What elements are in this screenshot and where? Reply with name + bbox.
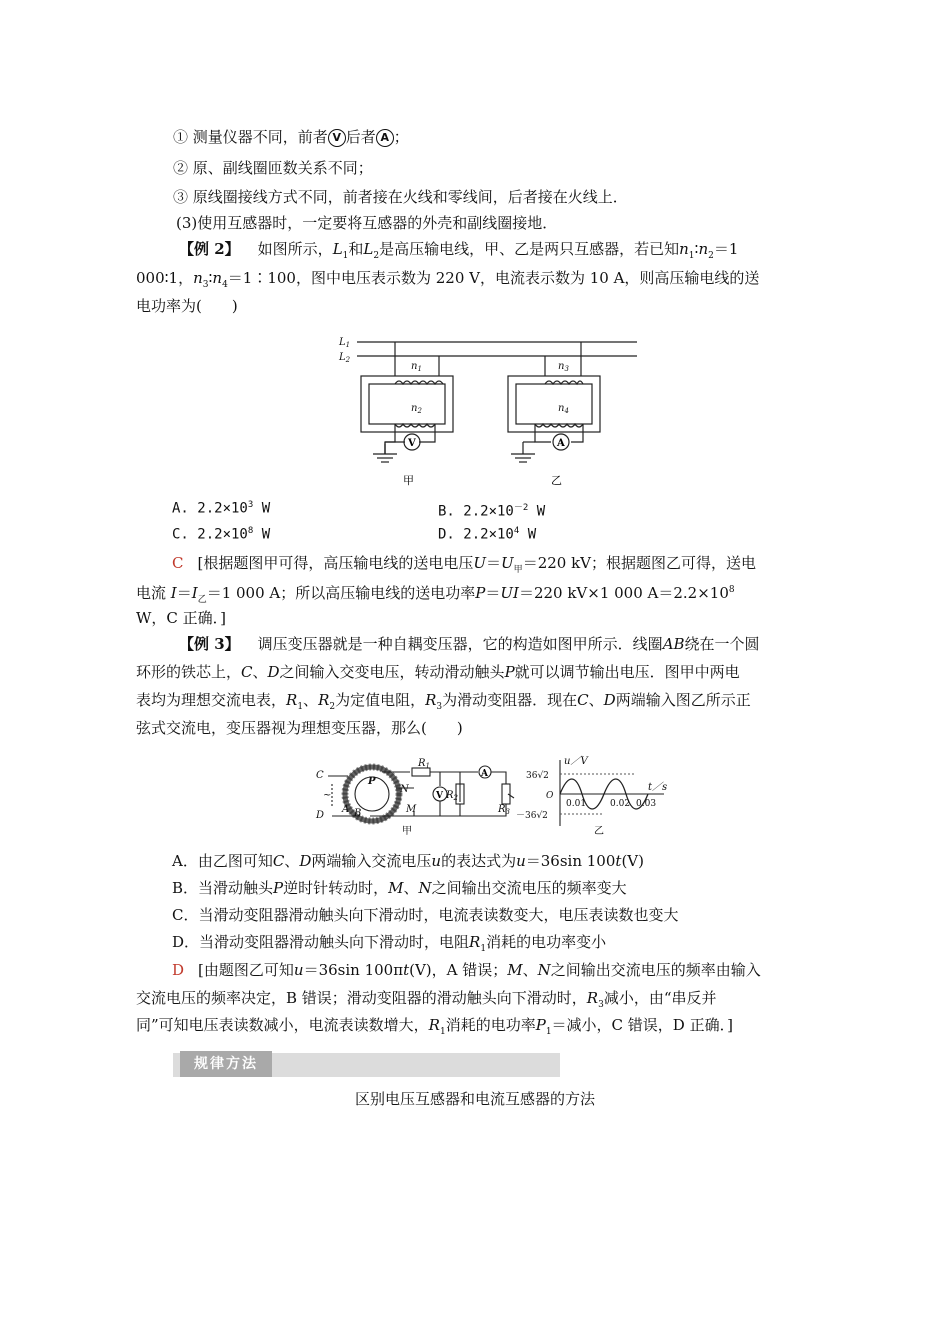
example-3-line-3: 表均为理想交流电表，$R_1$、$R_2$为定值电阻，$R_3$为滑动变阻器．现在C、D两端输入图乙所示正 <box>136 691 751 712</box>
axis-t-label: t／s <box>648 782 668 793</box>
ex2-solution-line-1: C [根据题图甲可得，高压输电线的送电电压$U=U_甲=220$ kV；根据题图乙可得，送电 <box>172 554 757 575</box>
label-n1: $n_1$ <box>411 361 422 373</box>
label-r3: $R_3$ <box>498 804 510 816</box>
example-2-line-2: 000∶1，$n_3∶n_4=1∶100$，图中电压表示数为 220 V，电流表示数为 10 A，则高压输电线的送 <box>136 269 760 290</box>
note-3: ③ 原线圈接线方式不同，前者接在火线和零线间，后者接在火线上． <box>173 188 628 206</box>
autotransformer-figure <box>310 754 670 838</box>
example-2-line-1: 【例 2】 如图所示，$L_1$和$L_2$是高压输电线，甲、乙是两只互感器，若已知$n_1∶n_2=1$ <box>179 240 739 261</box>
label-b: B <box>354 808 362 819</box>
ex3-solution-line-2: 交流电压的频率决定，B 错误；滑动变阻器的滑动触头向下滑动时，$R_3$减小，由“串反并 <box>136 989 717 1010</box>
ex3-option-b[interactable]: B．当滑动触头P逆时针转动时，M、N之间输出交流电压的频率变大 <box>172 879 627 897</box>
ex2-solution-line-3: W，C 正确．] <box>136 609 227 627</box>
ammeter-symbol: A <box>376 129 394 147</box>
label-r1: $R_1$ <box>418 758 430 770</box>
answer-letter: C <box>172 554 184 572</box>
example-3-line-1: 【例 3】 调压变压器就是一种自耦变压器，它的构造如图甲所示．线圈AB绕在一个圆 <box>179 635 760 653</box>
example-3-line-2: 环形的铁芯上，C、D之间输入交变电压，转动滑动触头P就可以调节输出电压．图甲中两电 <box>136 663 740 681</box>
note-1: ① 测量仪器不同，前者 V 后者 A ； <box>173 128 409 146</box>
example-2-line-3: 电功率为( ) <box>136 297 238 315</box>
fig-yi: 乙 <box>594 826 604 837</box>
option-c[interactable]: C. $2.2\times 10^8$ W <box>172 526 271 543</box>
option-a[interactable]: A. $2.2\times 10^3$ W <box>172 500 271 517</box>
fig-jia: 甲 <box>402 826 412 837</box>
axis-u-label: u／V <box>564 756 588 767</box>
label-n: N <box>400 784 409 795</box>
tick-003: 0.03 <box>636 799 657 809</box>
note-2: ② 原、副线圈匝数关系不同； <box>173 159 373 177</box>
label-p: P <box>368 776 376 787</box>
tick-002: 0.02 <box>610 799 631 809</box>
label-r2: $R_2$ <box>446 790 458 802</box>
label-a: A <box>342 804 350 815</box>
example-3-line-4: 弦式交流电，变压器视为理想变压器，那么( ) <box>136 719 463 737</box>
tick-001: 0.01 <box>566 799 587 809</box>
note-4: (3)使用互感器时，一定要将互感器的外壳和副线圈接地． <box>176 214 558 232</box>
label-n4: $n_4$ <box>558 403 569 415</box>
fig-yi: 乙 <box>551 474 562 487</box>
label-n2: $n_2$ <box>411 403 422 415</box>
ammeter-label: A <box>481 769 488 779</box>
answer-letter: D <box>172 961 185 979</box>
section-title: 区别电压互感器和电流互感器的方法 <box>354 1090 595 1108</box>
section-banner-label: 规律方法 <box>180 1051 272 1077</box>
option-b[interactable]: B. $2.2\times 10^{-2}$ W <box>438 503 546 520</box>
option-d[interactable]: D. $2.2\times 10^4$ W <box>438 526 537 543</box>
trough-label: －36√2 <box>516 811 548 821</box>
voltmeter-symbol: V <box>328 129 346 147</box>
ex3-option-c[interactable]: C．当滑动变阻器滑动触头向下滑动时，电流表读数变大，电压表读数也变大 <box>172 906 679 924</box>
label-d: D <box>316 810 325 821</box>
label-m: M <box>406 804 417 815</box>
ex3-option-d[interactable]: D．当滑动变阻器滑动触头向下滑动时，电阻$R_1$消耗的电功率变小 <box>172 933 607 954</box>
fig-jia: 甲 <box>403 474 414 487</box>
label-n3: $n_3$ <box>558 361 569 373</box>
peak-label: 36√2 <box>526 771 549 781</box>
voltmeter-label: V <box>408 438 416 449</box>
origin-label: O <box>546 791 554 801</box>
ex3-solution-line-1: D [由题图乙可知u＝36sin 100πt(V)，A 错误；M、N之间输出交流电压的频率由输入 <box>172 961 761 979</box>
ex3-solution-line-3: 同”可知电压表读数减小，电流表读数增大，$R_1$消耗的电功率$P_1=$减小，C 错误，D 正确．] <box>136 1016 733 1037</box>
label-c: C <box>316 770 324 781</box>
ex2-solution-line-2: 电流 $I=I_乙=1$ 000 A；所以高压输电线的送电功率P＝UI＝220 kV×1 000 $A=2.2\times 10^8$ <box>136 584 735 605</box>
transformer-figure <box>335 332 645 492</box>
voltmeter-label: V <box>436 791 443 801</box>
label-L2: $L_2$ <box>339 352 351 364</box>
ex3-option-a[interactable]: A．由乙图可知C、D两端输入交流电压u的表达式为u＝36sin 100t(V) <box>172 852 644 870</box>
label-L1: $L_1$ <box>339 337 351 349</box>
ammeter-label: A <box>557 438 565 449</box>
ac-symbol: ~ <box>323 790 332 801</box>
